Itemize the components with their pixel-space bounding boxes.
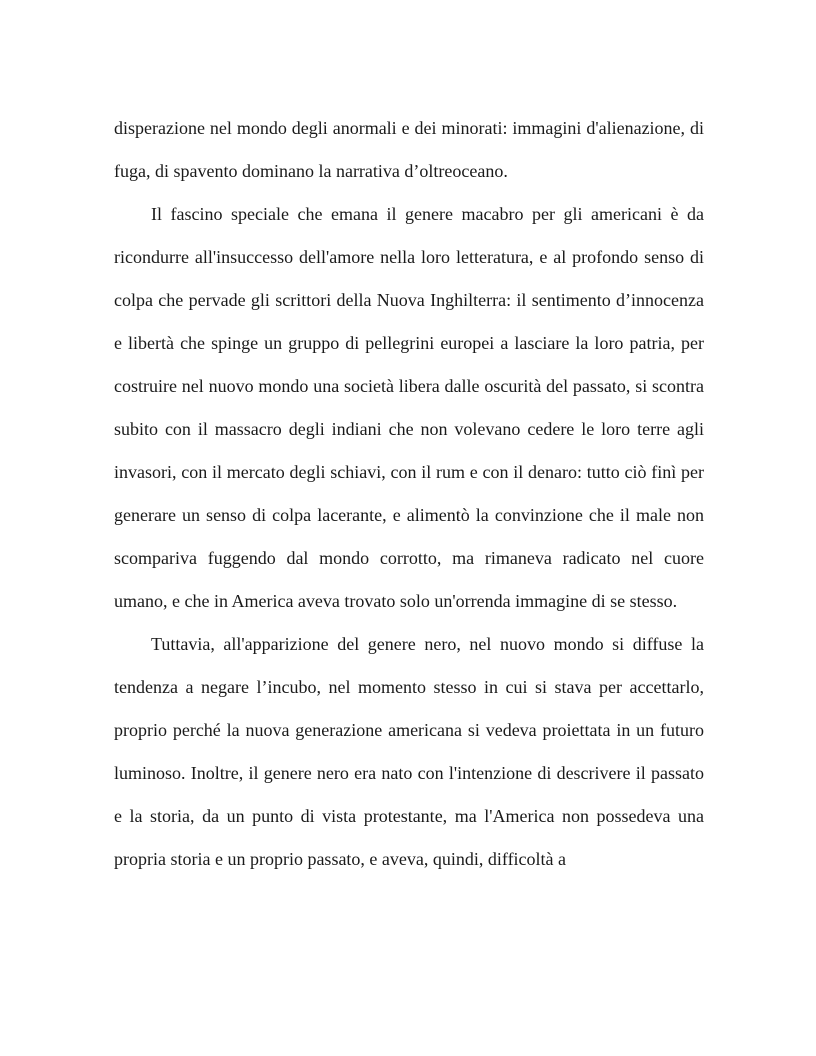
paragraph-2: Il fascino speciale che emana il genere macabro per gli americani è da ricondurre all'insuccesso dell'amore nella loro letteratura, e al profondo senso di colpa che pervade gli scrittori della Nuova Inghilterra: il sentimento d’innocenza e libertà che spinge un gruppo di pellegrini europei a lasciare la loro patria, per costruire nel nuovo mondo una società libera dalle oscurità del passato, si scontra subito con il massacro degli indiani che non volevano cedere le loro terre agli invasori, con il mercato degli schiavi, con il rum e con il denaro: tutto ciò finì per generare un senso di colpa lacerante, e alimentò la convinzione che il male non scompariva fuggendo dal mondo corrotto, ma rimaneva radicato nel cuore umano, e che in America aveva trovato solo un'orrenda immagine di se stesso. — [114, 204, 704, 611]
paragraph-3: Tuttavia, all'apparizione del genere nero, nel nuovo mondo si diffuse la tendenza a negare l’incubo, nel momento stesso in cui si stava per accettarlo, proprio perché la nuova generazione americana si vedeva proiettata in un futuro luminoso. Inoltre, il genere nero era nato con l'intenzione di descrivere il passato e la storia, da un punto di vista protestante, ma l'America non possedeva una propria storia e un proprio passato, e aveva, quindi, difficoltà a — [114, 634, 704, 869]
body-text — [114, 107, 704, 881]
paragraph-1: disperazione nel mondo degli anormali e dei minorati: immagini d'alienazione, di fuga, di spavento dominano la narrativa d’oltreoceano. — [114, 118, 704, 181]
